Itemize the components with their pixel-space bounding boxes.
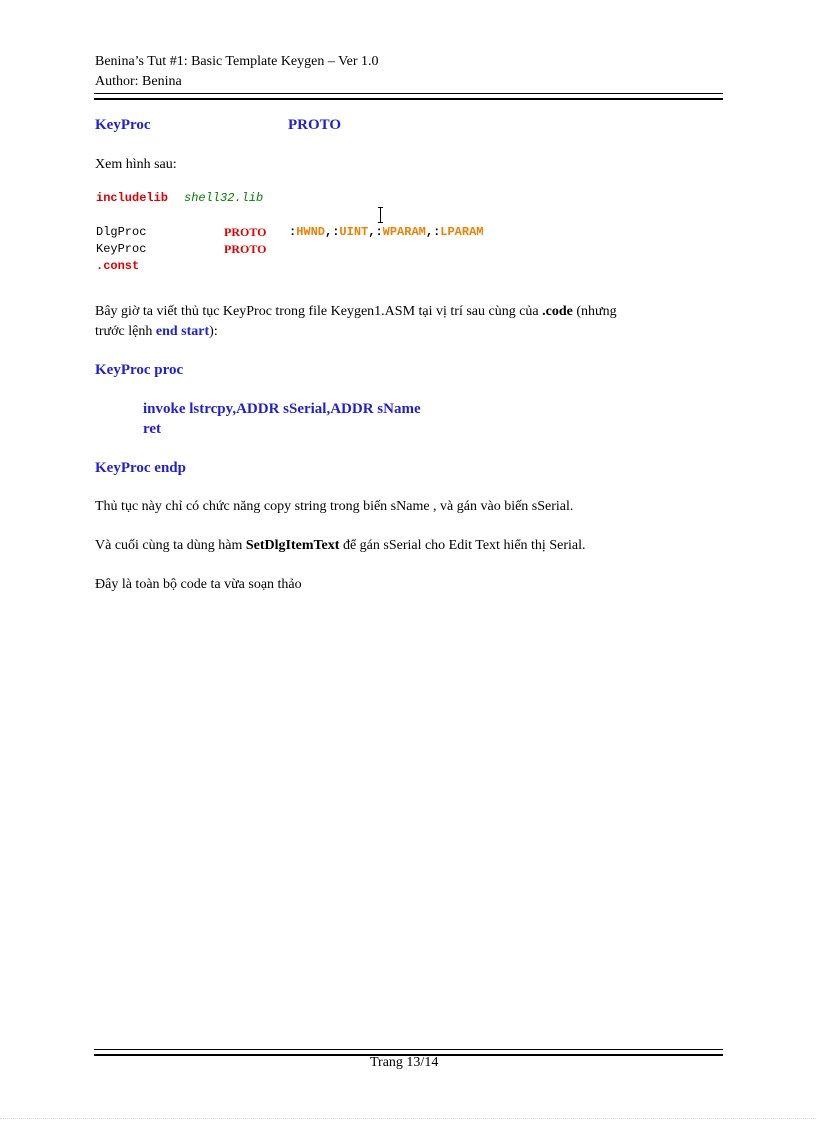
paragraph-1-line-2: trước lệnh end start): — [95, 324, 218, 339]
code-const-keyword: .const — [96, 259, 140, 273]
paragraph-1-line-1: Bây giờ ta viết thủ tục KeyProc trong file Keygen1.ASM tại vị trí sau cùng của .code (nhưng — [95, 304, 617, 319]
header-rule — [94, 93, 723, 100]
proc-begin: KeyProc proc — [95, 362, 184, 378]
code-keyproc-proto: PROTO — [224, 242, 267, 256]
proc-ret-line: ret — [143, 421, 162, 437]
proc-invoke-line: invoke lstrcpy,ADDR sSerial,ADDR sName — [143, 401, 421, 417]
paragraph-2: Thủ tục này chỉ có chức năng copy string trong biến sName , và gán vào biến sSerial. — [95, 499, 574, 514]
code-dlgproc-params: :HWND,:UINT,:WPARAM,:LPARAM — [289, 225, 484, 239]
proc-end: KeyProc endp — [95, 460, 186, 476]
code-dlgproc-name: DlgProc — [96, 225, 147, 239]
page-edge — [0, 1118, 816, 1120]
text-cursor-icon — [378, 207, 384, 223]
header-title: Benina’s Tut #1: Basic Template Keygen – Ver 1.0 — [95, 54, 379, 69]
paragraph-4: Đây là toàn bộ code ta vừa soạn thảo — [95, 577, 302, 592]
proto-keyword: PROTO — [288, 117, 342, 133]
paragraph-3: Và cuối cùng ta dùng hàm SetDlgItemText để gán sSerial cho Edit Text hiển thị Serial. — [95, 538, 586, 553]
code-includelib-arg: shell32.lib — [184, 191, 264, 205]
code-includelib-keyword: includelib — [96, 191, 169, 205]
proto-name: KeyProc — [95, 117, 151, 133]
see-image-text: Xem hình sau: — [95, 157, 177, 172]
page-number: Trang 13/14 — [370, 1055, 439, 1070]
code-keyproc-name: KeyProc — [96, 242, 147, 256]
code-dlgproc-proto: PROTO — [224, 225, 267, 239]
header-author: Author: Benina — [95, 74, 182, 89]
